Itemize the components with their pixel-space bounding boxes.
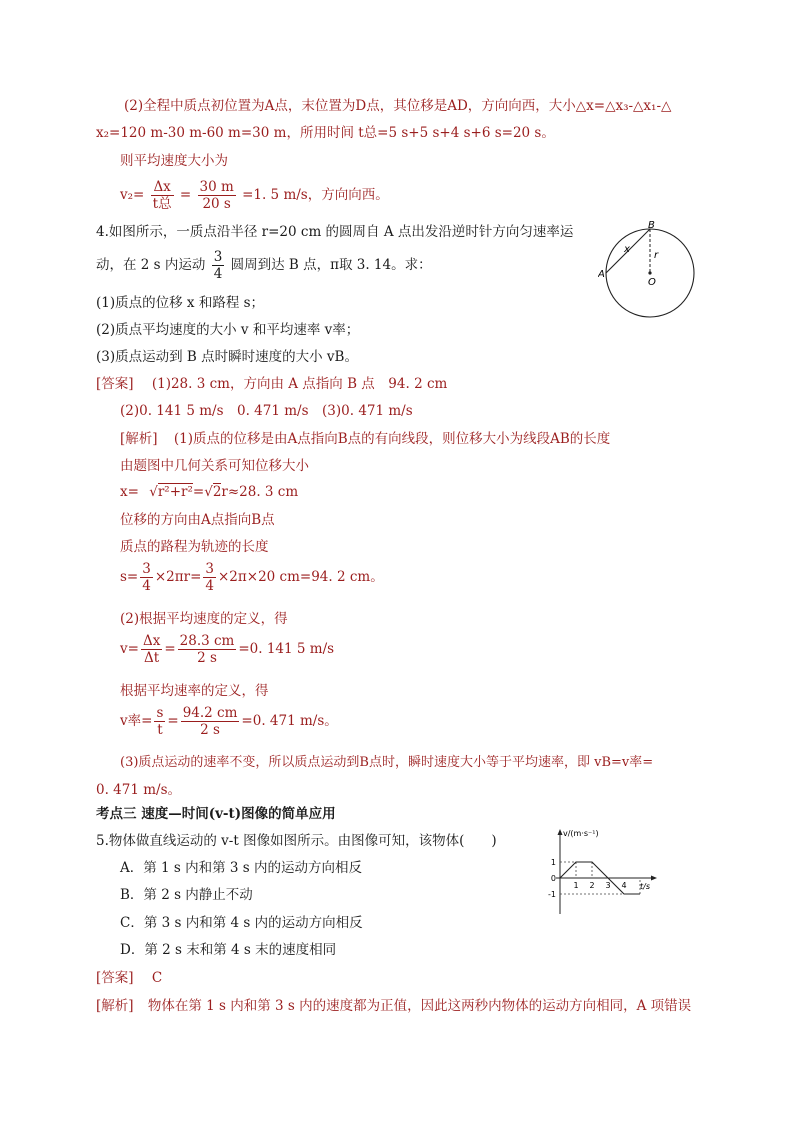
x-tick-label: 2 (589, 881, 595, 890)
a8-rhs: =0. 141 5 m/s (238, 641, 335, 657)
eq-frac1-num: Δx (151, 179, 174, 196)
q4-stem-line2-b: 圆周到达 B 点，π取 3. 14。求： (230, 257, 432, 273)
label-x: x (624, 244, 630, 255)
q4-analysis-9: 根据平均速率的定义，得 (120, 683, 269, 699)
label-r: r (654, 250, 659, 261)
y-tick-label: 1 (550, 858, 556, 867)
a8-f2n: 28.3 cm (179, 633, 235, 649)
q4-part1: (1)质点的位移 x 和路程 s； (96, 295, 265, 311)
center-dot (648, 271, 651, 274)
a8-frac1 (141, 633, 162, 666)
q5-option-c: C．第 3 s 内和第 4 s 内的运动方向相反 (120, 915, 363, 931)
eq-frac2-num: 30 m (199, 179, 234, 195)
vt-chart (540, 826, 658, 916)
a8-f1n: Δx (142, 633, 161, 649)
q5-option-a: A．第 1 s 内和第 3 s 内的运动方向相反 (120, 860, 363, 876)
q5-option-b: B．第 2 s 内静止不动 (120, 887, 253, 903)
q5-answer: C (151, 970, 163, 986)
a8-eq: = (164, 641, 176, 657)
a8-f2d: 2 s (197, 650, 217, 666)
a10-f2n: 94.2 cm (182, 705, 238, 721)
x-axis-arrow (651, 876, 657, 881)
label-b: B (648, 220, 655, 231)
q4-analysis-1: (1)质点的位移是由A点指向B点的有向线段，则位移大小为线段AB的长度 (173, 431, 611, 447)
q4-answer-row (96, 374, 447, 394)
a10-frac1 (154, 705, 165, 738)
q4-stem-line2-a: 动，在 2 s 内运动 (96, 257, 206, 273)
q4-frac-den: 4 (213, 266, 223, 282)
a10-f1d: t (157, 722, 163, 738)
eq-rhs: =1. 5 m/s，方向向西。 (242, 187, 389, 203)
eq-fraction-1 (151, 179, 174, 212)
a6-f1d: 4 (142, 578, 151, 594)
eq-fraction-2 (198, 179, 236, 212)
q4-analysis-7: (2)根据平均速度的定义，得 (120, 611, 288, 627)
a8-lhs: v= (120, 641, 139, 657)
a6-f2d: 4 (205, 578, 214, 594)
q4-analysis-8 (120, 632, 334, 666)
q5-option-d: D．第 2 s 末和第 4 s 末的速度相同 (120, 942, 337, 958)
x-tick-label: 1 (573, 881, 579, 890)
q4-stem-line2 (96, 248, 432, 282)
q4-part2: (2)质点平均速度的大小 v 和平均速率 v率； (96, 322, 360, 338)
q4-analysis-3 (120, 482, 298, 502)
label-o: O (648, 277, 656, 288)
q4-analysis-6 (120, 560, 384, 594)
a10-lhs: v率= (120, 713, 153, 729)
a10-frac2 (181, 705, 240, 738)
sqrt-2: √2 (204, 484, 222, 500)
circle-figure (598, 218, 702, 322)
section3-title: 考点三 速度—时间(v-t)图像的简单应用 (96, 806, 336, 822)
q4-analysis-12: 0. 471 m/s。 (96, 782, 182, 798)
a3-rhs: r≈28. 3 cm (221, 484, 299, 500)
q4-stem-fraction (212, 249, 225, 282)
q4-answer-tag: [答案] (96, 376, 134, 392)
sqrt-1-radicand: r²+r² (157, 484, 193, 500)
q4-stem-line1: 4.如图所示，一质点沿半径 r=20 cm 的圆周自 A 点出发沿逆时针方向匀速率运 (96, 224, 574, 240)
q5-answer-row (96, 968, 162, 988)
q4-analysis-5: 质点的路程为轨迹的长度 (120, 539, 269, 555)
a6-frac2 (203, 561, 216, 594)
eq-lhs: v₂= (120, 187, 145, 203)
q4-analysis-4: 位移的方向由A点指向B点 (120, 512, 275, 528)
eq-eq1: = (179, 187, 192, 203)
q5-analysis-tag: [解析] (96, 998, 134, 1014)
a8-frac2 (178, 633, 237, 666)
q4-frac-num: 3 (213, 249, 223, 265)
y-axis-label: v/(m·s⁻¹) (563, 829, 599, 838)
q5-analysis: 物体在第 1 s 内和第 3 s 内的速度都为正值，因此这两秒内物体的运动方向相同，A 项错误 (147, 998, 692, 1014)
a10-f2d: 2 s (200, 722, 220, 738)
sqrt-2-radicand: 2 (212, 484, 222, 500)
q4-analysis-row1 (120, 429, 610, 449)
eq-frac2-den: 20 s (202, 196, 231, 212)
a6-mid: ×2πr= (154, 569, 202, 585)
a6-lhs: s= (120, 569, 139, 585)
label-a: A (598, 269, 605, 280)
a3-mid: = (192, 484, 205, 500)
q4-analysis-2: 由题图中几何关系可知位移大小 (120, 458, 309, 474)
q4-analysis-10 (120, 704, 338, 738)
a6-rhs: ×2π×20 cm=94. 2 cm。 (217, 569, 384, 585)
a3-lhs: x= (120, 484, 139, 500)
a6-frac1 (140, 561, 153, 594)
q5-analysis-row (96, 996, 691, 1016)
q4-analysis-11: (3)质点运动的速率不变，所以质点运动到B点时，瞬时速度大小等于平均速率，即 vB=v率= (120, 755, 654, 770)
a10-eq: = (167, 713, 179, 729)
a10-f1n: s (156, 705, 164, 721)
y-axis-arrow (558, 829, 563, 835)
prev-solution-line2: x₂=120 m-30 m-60 m=30 m，所用时间 t总=5 s+5 s+4 s+6 s=20 s。 (96, 125, 555, 141)
q4-part3: (3)质点运动到 B 点时瞬时速度的大小 vB。 (96, 349, 358, 365)
x-tick-label: 3 (605, 881, 611, 890)
a6-f1n: 3 (142, 561, 151, 577)
a8-f1d: Δt (144, 650, 160, 666)
y-tick-label: -1 (548, 890, 556, 899)
a6-f2n: 3 (205, 561, 214, 577)
q4-answer2: (2)0. 141 5 m/s 0. 471 m/s (3)0. 471 m/s (120, 403, 413, 419)
sqrt-1: √r²+r² (149, 484, 193, 500)
q5-stem: 5.物体做直线运动的 v-t 图像如图所示。由图像可知，该物体( ) (96, 833, 497, 849)
x-tick-label: 4 (621, 881, 627, 890)
prev-solution-equation (120, 178, 389, 212)
x-axis-label: t/s (640, 882, 650, 891)
a10-rhs: =0. 471 m/s。 (241, 713, 338, 729)
prev-solution-line1: (2)全程中质点初位置为A点，末位置为D点，其位移是AD，方向向西，大小△x=△x₃-△x₁-△ (124, 98, 672, 114)
q5-answer-tag: [答案] (96, 970, 134, 986)
q4-analysis-tag: [解析] (120, 431, 158, 447)
y-tick-label: 0 (550, 874, 556, 883)
q4-answer1: (1)28. 3 cm，方向由 A 点指向 B 点 94. 2 cm (151, 376, 448, 392)
eq-frac1-den: t总 (152, 196, 172, 212)
prev-solution-line3: 则平均速度大小为 (120, 153, 228, 169)
